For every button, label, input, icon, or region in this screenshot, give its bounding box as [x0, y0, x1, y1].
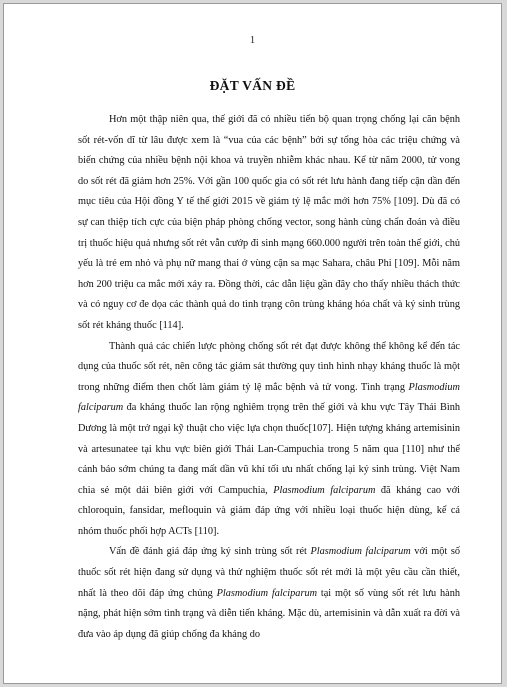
paragraph [78, 337, 460, 543]
document-page [3, 3, 502, 684]
text-run: Vấn đề đánh giá đáp ứng ký sinh trùng sốt rét [109, 546, 311, 558]
species-name: Plasmodium falciparum [273, 484, 376, 496]
paragraph [78, 542, 460, 645]
text-run: Thành quả các chiến lược phòng chống sốt rét đạt được không thể không kể đến tác dụng của thuốc sốt rét, nên công tác giám sát thường quy tình hình nhạy kháng thuốc là một trong những điểm then chốt làm giảm tỷ lệ mắc bệnh và tử vong. Tình trạng [78, 340, 460, 393]
species-name: Plasmodium falciparum [78, 381, 460, 414]
document-body [78, 110, 460, 645]
text-run: đã kháng cao với chloroquin, fansidar, mefloquin và giảm đáp ứng với nhiều loại thuốc hiện dùng, kể cả nhóm thuốc phối hợp ACTs [110]. [78, 484, 460, 537]
species-name: Plasmodium falciparum [310, 546, 411, 558]
page-number: 1 [249, 35, 256, 46]
text-run: đa kháng thuốc lan rộng nghiêm trọng trên thế giới và khu vực Tây Thái Bình Dương là một trở ngại kỹ thuật cho việc lựa chọn thuốc[107]. Hiện tượng kháng artemisinin và artesunatee tại khu vực biên giới Thái Lan-Campuchia trong 5 năm qua [110] như thể cảnh báo sớm chúng ta đang mất dần vũ khí tối ưu nhất chống lại ký sinh trùng. Việt Nam chia sẻ một dải biên giới với Campuchia, [78, 402, 460, 496]
text-run: tại một số vùng sốt rét lưu hành nặng, phát hiện sớm tình trạng và diễn tiến kháng. Mặc dù, artemisinin và dẫn xuất ra đời và đưa vào áp dụng đã giúp chống đa kháng do [78, 587, 460, 640]
page-title: ĐẶT VẤN ĐỀ [209, 78, 296, 93]
text-run: với một số thuốc sốt rét hiện đang sử dụng và thử nghiệm thuốc sốt rét mới là một yêu cầu cần thiết, nhất là theo dõi đáp ứng chủng [78, 546, 460, 599]
paragraph [78, 110, 460, 337]
text-run: Hơn một thập niên qua, thế giới đã có nhiều tiến bộ quan trọng chống lại căn bệnh sốt rét-vốn dĩ từ lâu được xem là “vua của các bệnh” bởi sự tổng hòa các triệu chứng và biến chứng của nhiều bệnh nội khoa và truyền nhiễm khác nhau. Kể từ năm 2000, tử vong do sốt rét đã giảm hơn 25%. Với gần 100 quốc gia có sốt rét lưu hành đang tiếp cận dần đến mục tiêu của Hội đồng Y tế thế giới 2015 về giảm tỷ lệ mắc mới hơn 75% [109]. Dù đã có sự can thiệp tích cực của biện pháp phòng chống vector, song hành cùng chẩn đoán và điều trị thuốc hiệu quả nhưng sốt rét vẫn cướp đi sinh mạng 660.000 người trên toàn thế giới, chủ yếu là trẻ em nhỏ và phụ nữ mang thai ở vùng cận sa mạc Sahara, châu Phi [109]. Mỗi năm hơn 200 triệu ca mắc mới xảy ra. Đồng thời, các dẫn liệu gần đây cho thấy nhiều thách thức và có nguy cơ đe dọa các thành quả do tình trạng côn trùng kháng hóa chất và ký sinh trùng sốt rét kháng thuốc [114]. [78, 114, 460, 331]
species-name: Plasmodium falciparum [216, 587, 318, 599]
